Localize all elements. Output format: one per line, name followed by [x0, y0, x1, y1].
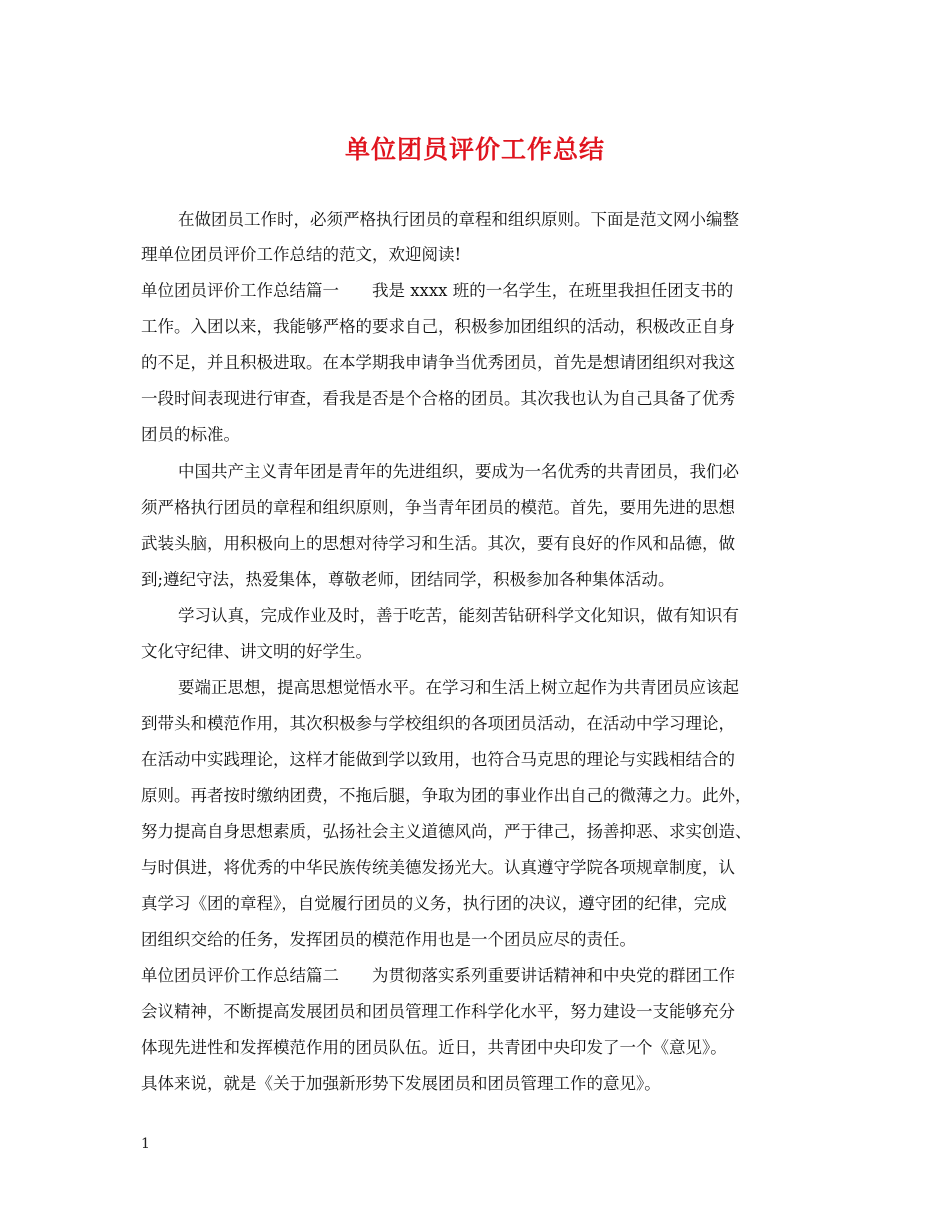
- paragraph-line: 单位团员评价工作总结篇二 为贯彻落实系列重要讲话精神和中央党的群团工作: [141, 966, 735, 985]
- paragraph-line: 到;遵纪守法，热爱集体，尊敬老师，团结同学，积极参加各种集体活动。: [141, 570, 675, 589]
- paragraph-line: 到带头和模范作用，其次积极参与学校组织的各项团员活动，在活动中学习理论，: [141, 714, 735, 733]
- paragraph-line: 团员的标准。: [141, 425, 240, 444]
- paragraph-line: 会议精神，不断提高发展团员和团员管理工作科学化水平，努力建设一支能够充分: [141, 1002, 735, 1021]
- paragraph-line: 一段时间表现进行审查，看我是否是个合格的团员。其次我也认为自己具备了优秀: [141, 389, 735, 408]
- paragraph-line: 团组织交给的任务，发挥团员的模范作用也是一个团员应尽的责任。: [141, 930, 636, 949]
- paragraph-line: 要端正思想，提高思想觉悟水平。在学习和生活上树立起作为共青团员应该起: [178, 678, 739, 697]
- paragraph-line: 具体来说，就是《关于加强新形势下发展团员和团员管理工作的意见》。: [141, 1074, 661, 1093]
- paragraph-line: 与时俱进，将优秀的中华民族传统美德发扬光大。认真遵守学院各项规章制度，认: [141, 858, 735, 877]
- paragraph-line: 文化守纪律、讲文明的好学生。: [141, 642, 372, 661]
- paragraph-line: 须严格执行团员的章程和组织原则，争当青年团员的模范。首先，要用先进的思想: [141, 498, 735, 517]
- paragraph-line: 工作。入团以来，我能够严格的要求自己，积极参加团组织的活动，积极改正自身: [141, 317, 735, 336]
- paragraph-line: 理单位团员评价工作总结的范文，欢迎阅读!: [141, 245, 462, 264]
- paragraph-line: 单位团员评价工作总结篇一 我是 xxxx 班的一名学生，在班里我担任团支书的: [141, 281, 734, 300]
- paragraph-line: 的不足，并且积极进取。在本学期我申请争当优秀团员，首先是想请团组织对我这: [141, 353, 735, 372]
- paragraph-line: 原则。再者按时缴纳团费，不拖后腿，争取为团的事业作出自己的微薄之力。此外，: [141, 786, 752, 805]
- document-title: 单位团员评价工作总结: [344, 135, 605, 164]
- paragraph-line: 在做团员工作时，必须严格执行团员的章程和组织原则。下面是范文网小编整: [178, 210, 739, 229]
- paragraph-line: 学习认真，完成作业及时，善于吃苦，能刻苦钻研科学文化知识，做有知识有: [178, 606, 739, 625]
- paragraph-line: 中国共产主义青年团是青年的先进组织，要成为一名优秀的共青团员，我们必: [178, 462, 739, 481]
- page-number: 1: [141, 1136, 150, 1152]
- paragraph-line: 在活动中实践理论，这样才能做到学以致用，也符合马克思的理论与实践相结合的: [141, 750, 735, 769]
- paragraph-line: 努力提高自身思想素质，弘扬社会主义道德风尚，严于律己，扬善抑恶、求实创造、: [141, 822, 752, 841]
- paragraph-line: 真学习《团的章程》，自觉履行团员的义务，执行团的决议，遵守团的纪律，完成: [141, 894, 727, 913]
- paragraph-line: 武装头脑，用积极向上的思想对待学习和生活。其次，要有良好的作风和品德，做: [141, 534, 735, 553]
- paragraph-line: 体现先进性和发挥模范作用的团员队伍。近日，共青团中央印发了一个《意见》。: [141, 1038, 727, 1057]
